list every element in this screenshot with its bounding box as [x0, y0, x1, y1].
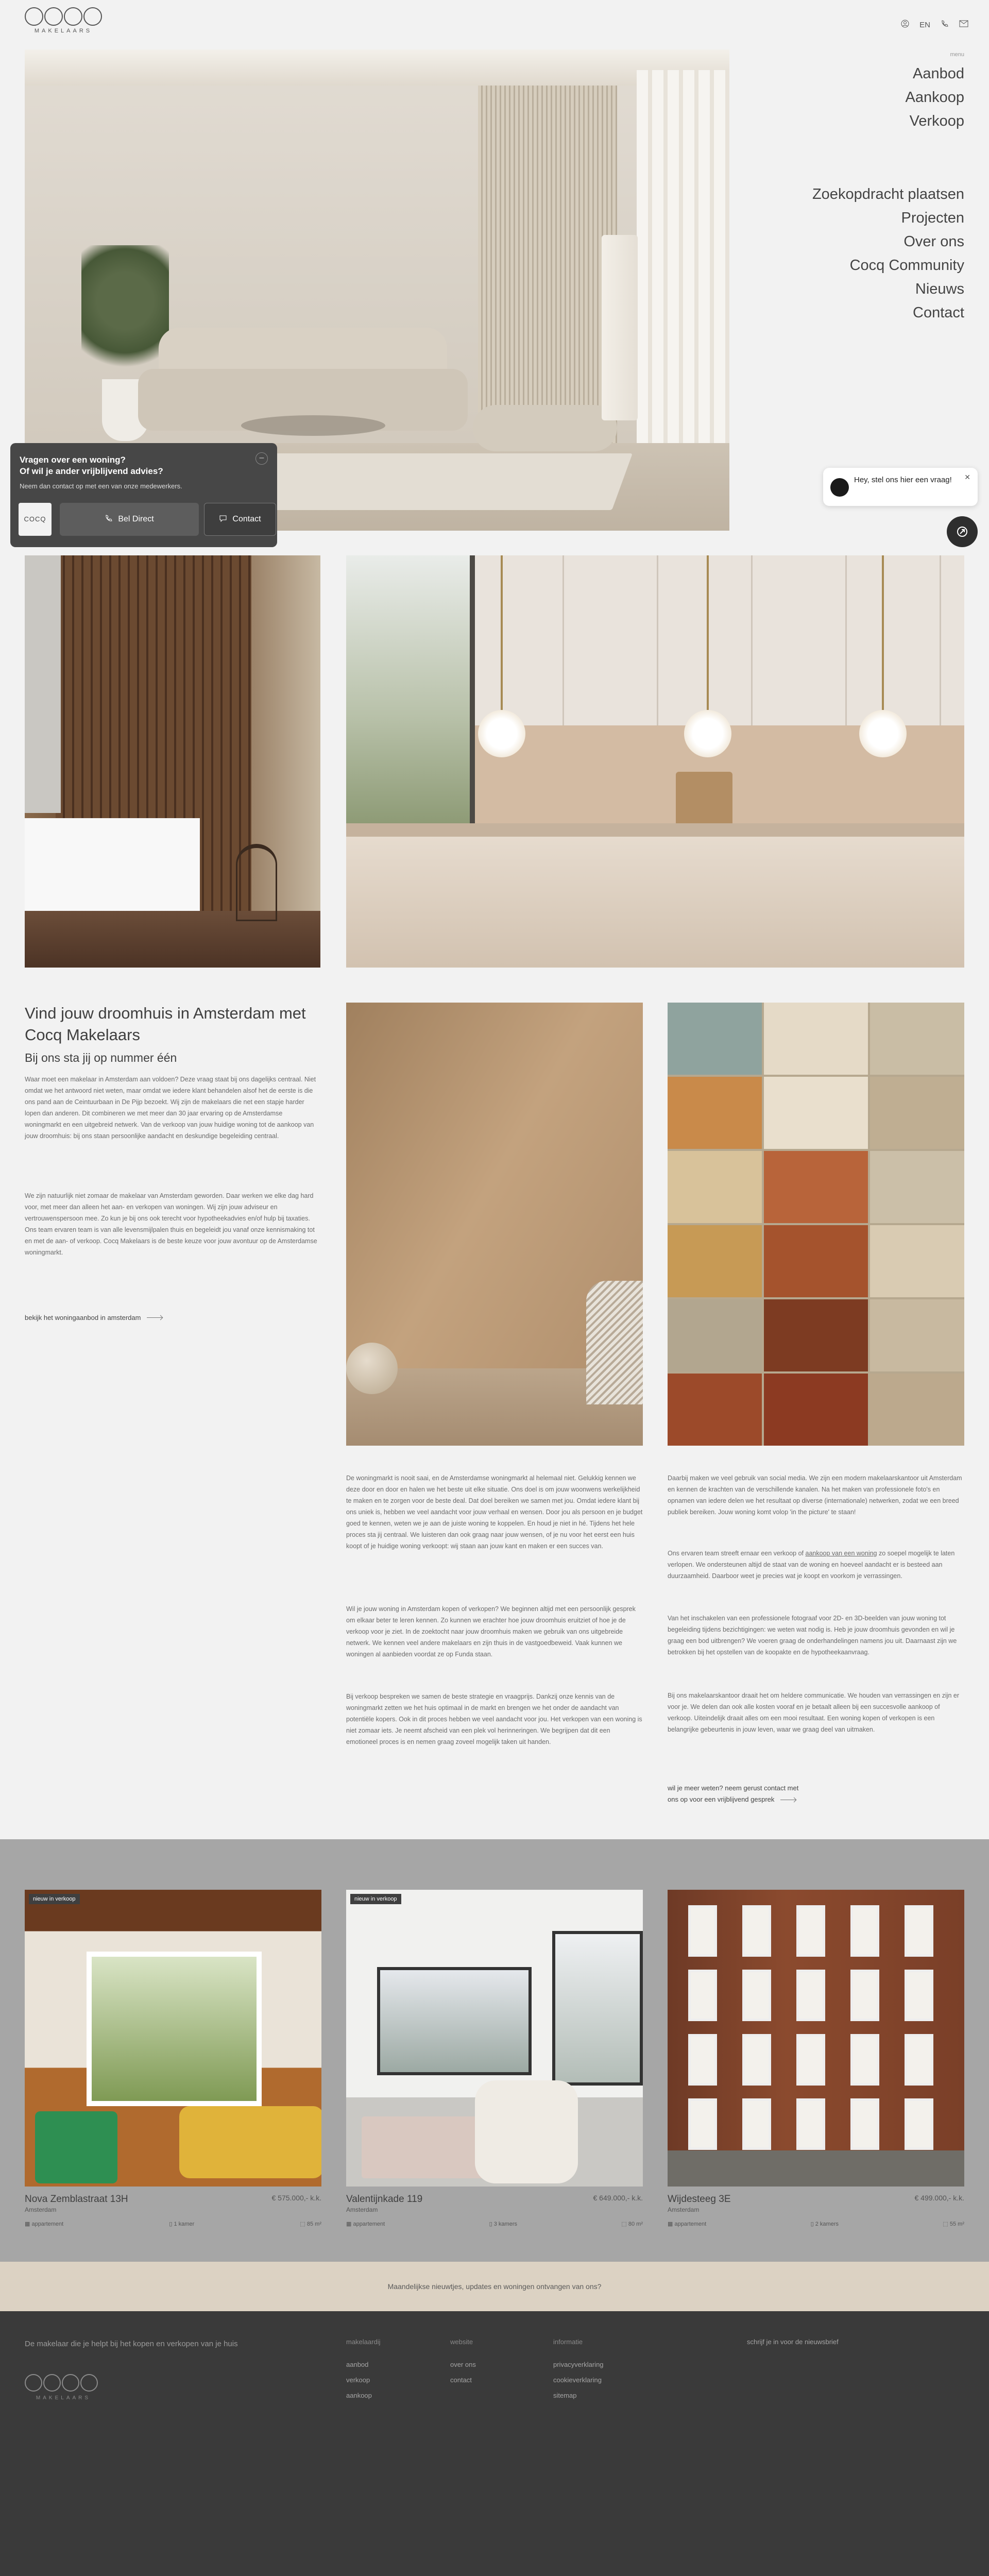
contact-label: Contact — [232, 515, 261, 523]
chat-message: Hey, stel ons hier een vraag! — [854, 476, 952, 484]
advice-title-2: Of wil je ander vrijblijvend advies? — [20, 466, 163, 476]
newsletter-cta[interactable]: Maandelijkse nieuwtjes, updates en woningen ontvangen van ons? — [0, 2262, 989, 2311]
contact-cta-link[interactable] — [668, 1783, 798, 1805]
listing-city: Amsterdam — [25, 2206, 57, 2213]
footer-link[interactable]: cookieverklaring — [553, 2376, 602, 2384]
nav-item-community[interactable]: Cocq Community — [849, 257, 964, 274]
listing-badge: nieuw in verkoop — [29, 1894, 80, 1904]
footer-heading: website — [450, 2338, 473, 2346]
nav-item-verkoop[interactable]: Verkoop — [909, 113, 964, 129]
logo-rings — [25, 7, 102, 26]
nav-item-projecten[interactable]: Projecten — [901, 210, 964, 226]
site-logo[interactable] — [25, 7, 102, 34]
nav-item-nieuws[interactable]: Nieuws — [915, 281, 964, 297]
door-icon: ▯ — [810, 2221, 815, 2227]
user-icon[interactable] — [901, 20, 909, 30]
phone-icon — [105, 514, 113, 525]
contact-cta-line-1: wil je meer weten? neem gerust contact met — [668, 1784, 799, 1792]
listing-area: ⬚ 55 m² — [943, 2221, 964, 2227]
listing-card[interactable] — [346, 1890, 643, 2227]
listing-city: Amsterdam — [346, 2206, 378, 2213]
listing-street: Nova Zemblastraat 13H — [25, 2194, 128, 2205]
listing-photo[interactable] — [25, 1890, 321, 2187]
logo-subtitle: MAKELAARS — [34, 28, 93, 34]
area-icon: ⬚ — [300, 2221, 307, 2227]
chat-bubble[interactable] — [823, 468, 978, 506]
listing-type: ▦ appartement — [346, 2221, 385, 2227]
footer-link[interactable]: sitemap — [553, 2392, 577, 2399]
middle-paragraph-3: Bij verkoop bespreken we samen de beste strategie en vraagprijs. Dankzij onze kennis van de woningmarkt zetten we het huis optimaal in de markt en brengen we het onder de aandacht van potentiële kopers. Ook in dit proces hebben we veel aandacht voor jou. Het verkopen van een woning is niet zomaar iets. Je neemt afscheid van een plek vol herinneringen. We begrijpen dat dit een emotioneel proces is en nemen graag zoveel mogelijk taken uit handen. — [346, 1693, 642, 1745]
call-direct-button[interactable] — [60, 503, 199, 536]
close-icon[interactable]: ✕ — [964, 473, 970, 481]
contact-button[interactable] — [204, 503, 276, 536]
right-paragraph-2-start: Ons ervaren team streeft ernaar een verkoop of — [668, 1550, 806, 1557]
language-switch[interactable]: EN — [919, 20, 930, 29]
right-paragraph-4: Bij ons makelaarskantoor draait het om heldere communicatie. We houden van verrassingen en zijn er voor je. We delen dan ook alle kosten vooraf en je betaalt alleen bij een succesvolle aankoop of verkoop. Uiteindelijk draait alles om een mooi resultaat. Een woning kopen of verkopen is een belangrijke gebeurtenis in jouw leven, waar we graag deel van uitmaken. — [668, 1692, 960, 1733]
call-direct-label: Bel Direct — [118, 515, 154, 523]
footer-link[interactable]: aankoop — [346, 2392, 372, 2399]
nav-item-over-ons[interactable]: Over ons — [903, 233, 964, 250]
advice-title-1: Vragen over een woning? — [20, 455, 126, 465]
footer-logo[interactable] — [25, 2374, 102, 2401]
listing-area: ⬚ 85 m² — [300, 2221, 321, 2227]
intro-paragraph-2: We zijn natuurlijk niet zomaar de makelaar van Amsterdam geworden. Daar werken we elke dag hard voor, met meer dan alleen het aan- en verkopen van woningen. Wij zijn jouw adviseur en vertrouwenspersoon mee. Zo kun je bij ons ook terecht voor hypotheekadvies en/of hulp bij taxaties. Ons team ervaren team is van alle levensmijlpalen thuis en begeleidt jou vanaf onze kennismaking tot en met de aan- of verkoop. Cocq Makelaars is de beste keuze voor jouw avontuur op de Amsterdamse woningmarkt. — [25, 1192, 317, 1256]
interior-wall-image — [346, 1003, 643, 1446]
listing-area: ⬚ 80 m² — [621, 2221, 643, 2227]
nav-menu-label: menu — [950, 52, 964, 58]
listing-type: ▦ appartement — [668, 2221, 707, 2227]
footer-heading: informatie — [553, 2338, 583, 2346]
view-listings-link[interactable] — [25, 1314, 162, 1321]
building-icon: ▦ — [25, 2221, 32, 2227]
listing-rooms: ▯ 1 kamer — [169, 2221, 195, 2227]
footer-tagline: De makelaar die je helpt bij het kopen en verkopen van je huis — [25, 2340, 238, 2348]
middle-paragraph-2: Wil je jouw woning in Amsterdam kopen of verkopen? We beginnen altijd met een persoonlijk gesprek om elkaar beter te leren kennen. Zo kunnen we erachter hoe jouw droomhuis eruitziet of hoe je de verkoop voor je ziet. In de zoektocht naar jouw droomhuis maken we gebruik van ons uitgebreide netwerk. We kennen veel andere makelaars en zijn thuis in de vastgoedbeweid. Vaak kunnen we woningen al aanbieden voordat ze op Funda staan. — [346, 1605, 636, 1658]
listing-street: Valentijnkade 119 — [346, 2194, 423, 2205]
footer — [0, 2311, 989, 2576]
minimize-icon[interactable]: – — [255, 452, 268, 465]
area-icon: ⬚ — [943, 2221, 950, 2227]
tiles-image — [668, 1003, 964, 1446]
right-paragraph-1: Daarbij maken we veel gebruik van social media. We zijn een modern makelaarskantoor uit Amsterdam en kennen de krachten van de verschillende kanalen. Na het maken van professionele foto's en opnamen van iedere delen we het resultaat op diverse (internationale) netwerken, zodat we een breed publiek bereiken. Jouw woning komt volop 'in the picture' te staan! — [668, 1475, 962, 1516]
view-listings-label: bekijk het woningaanbod in amsterdam — [25, 1314, 141, 1321]
primary-nav — [906, 62, 965, 133]
footer-column-website — [450, 2338, 476, 2388]
listing-card[interactable] — [25, 1890, 321, 2227]
area-icon: ⬚ — [621, 2221, 628, 2227]
intro-subheading: Bij ons sta jij op nummer één — [25, 1051, 177, 1064]
nav-item-zoekopdracht[interactable]: Zoekopdracht plaatsen — [812, 186, 964, 202]
listing-photo[interactable] — [668, 1890, 964, 2187]
nav-item-contact[interactable]: Contact — [913, 304, 964, 321]
bathroom-image — [25, 555, 320, 968]
listing-photo[interactable] — [346, 1890, 643, 2187]
right-paragraph-3: Van het inschakelen van een professionele fotograaf voor 2D- en 3D-beelden van jouw woning tot begeleiding tijdens bezichtigingen: we weten wat nodig is. Heb je jouw droomhuis gevonden en wil je graag een bod uitbrengen? We voeren graag de onderhandelingen namens jou uit. Daarnaast zijn we betrokken bij het opstellen van de koopakte en de hypotheekaanvraag. — [668, 1615, 957, 1656]
footer-column-informatie — [553, 2338, 604, 2403]
listing-type: ▦ appartement — [25, 2221, 64, 2227]
footer-link[interactable]: privacyverklaring — [553, 2361, 604, 2368]
buy-home-link[interactable]: aankoop van een woning — [805, 1550, 877, 1557]
intro-paragraph-1: Waar moet een makelaar in Amsterdam aan voldoen? Deze vraag staat bij ons dagelijks centraal. Niet omdat we het antwoord niet weten, maar omdat we iedere klant behandelen alsof het de eerste is die ons pand aan de Ceintuurbaan in De Pijp bezoekt. Wij zijn de makelaars die net een stapje harder lopen dan anderen. Dit combineren we met meer dan 30 jaar ervaring op de Amsterdamse woningmarkt en een uitgebreid netwerk. Van de verkoop van jouw huidige woning tot de aankoop van jouw droomhuis: bij ons staan persoonlijke aandacht en deskundige begeleiding centraal. — [25, 1076, 316, 1140]
kitchen-image — [346, 555, 964, 968]
contact-cta-line-2: ons op voor een vrijblijvend gesprek — [668, 1795, 775, 1803]
mail-icon[interactable] — [959, 20, 968, 29]
building-icon: ▦ — [346, 2221, 353, 2227]
footer-logo-subtitle: MAKELAARS — [36, 2395, 91, 2401]
chat-avatar — [830, 478, 849, 497]
footer-heading: makelaardij — [346, 2338, 381, 2346]
door-icon: ▯ — [489, 2221, 494, 2227]
footer-link[interactable]: verkoop — [346, 2376, 370, 2384]
listing-city: Amsterdam — [668, 2206, 700, 2213]
footer-link[interactable]: over ons — [450, 2361, 476, 2368]
secondary-nav — [812, 182, 964, 325]
chat-launcher-icon[interactable] — [947, 516, 978, 547]
chat-icon — [219, 514, 227, 525]
listing-rooms: ▯ 2 kamers — [810, 2221, 839, 2227]
advice-popup — [10, 443, 277, 547]
footer-link[interactable]: aanbod — [346, 2361, 369, 2368]
listing-card[interactable] — [668, 1890, 964, 2227]
listing-price: € 499.000,- k.k. — [914, 2194, 964, 2202]
nav-item-aanbod[interactable]: Aanbod — [913, 65, 964, 82]
listing-price: € 649.000,- k.k. — [593, 2194, 643, 2202]
door-icon: ▯ — [169, 2221, 174, 2227]
arrow-right-icon — [147, 1317, 162, 1318]
newsletter-signup-link[interactable]: schrijf je in voor de nieuwsbrief — [747, 2338, 839, 2346]
right-paragraph-2-end: zo soepel mogelijk te laten verlopen. We ondersteunen altijd de staat van de woning en hoeveel aandacht er is besteed aan duurzaamheid. Daarboor weet je precies wat je koopt en voorkom je verrassingen. — [668, 1550, 955, 1580]
nav-item-aankoop[interactable]: Aankoop — [905, 89, 964, 106]
listing-street: Wijdesteeg 3E — [668, 2194, 731, 2205]
middle-paragraph-1: De woningmarkt is nooit saai, en de Amsterdamse woningmarkt al helemaal niet. Gelukkig kennen we deze door en door en halen we het beste uit elke situatie. Ons doel is om jouw woonwens werkelijkheid te maken en te zorgen voor de beste deal. Dat doel bereiken we samen met jou. Omdat iedere klant bij ons uniek is, hebben we veel aandacht voor jouw verhaal en wensen. Door jou als persoon en je budget goed te kennen, weten we je aan de juiste woning te koppelen. En houd je niet in hé. Tijdens het hele proces sta jij centraal. We luisteren dan ook graag naar jouw wensen, of je nu voor het eerst een huis koopt of je huidige woning verkoopt: wij staan aan jouw kant en maken er een succes van. — [346, 1475, 643, 1550]
right-paragraph-2 — [668, 1548, 964, 1582]
footer-link[interactable]: contact — [450, 2376, 472, 2384]
advice-subtitle: Neem dan contact op met een van onze medewerkers. — [20, 482, 182, 490]
phone-icon[interactable] — [941, 20, 949, 30]
listing-price: € 575.000,- k.k. — [271, 2194, 321, 2202]
advice-logo: COCQ — [19, 503, 52, 536]
intro-heading: Vind jouw droomhuis in Amsterdam met Cocq Makelaars — [25, 1004, 306, 1044]
header-utilities — [901, 20, 968, 30]
footer-column-makelaardij — [346, 2338, 380, 2403]
listing-rooms: ▯ 3 kamers — [489, 2221, 517, 2227]
listing-badge: nieuw in verkoop — [350, 1894, 401, 1904]
building-icon: ▦ — [668, 2221, 675, 2227]
